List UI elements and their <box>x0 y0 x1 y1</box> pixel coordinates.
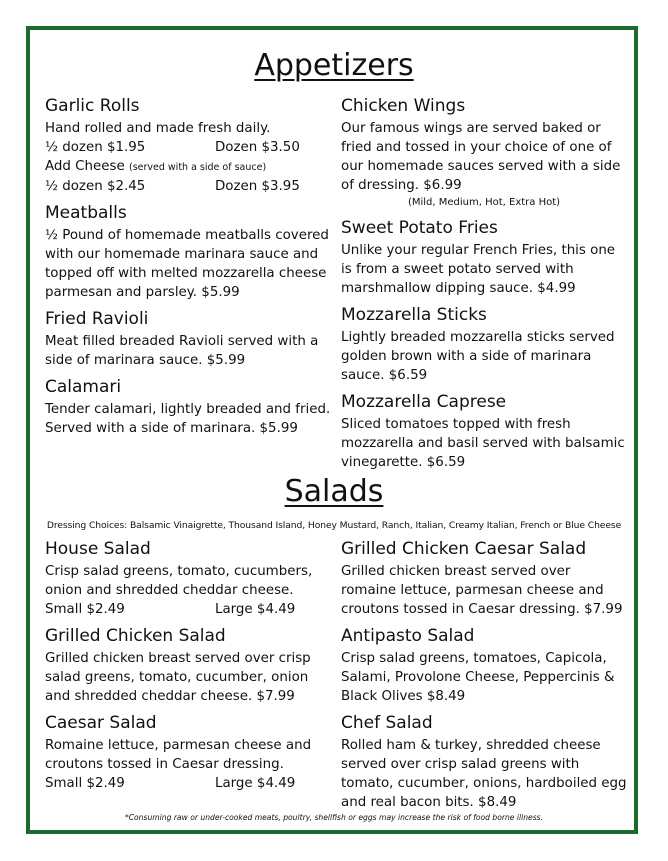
price-large: Large $4.49 <box>215 776 296 791</box>
item-desc: Unlike your regular French Fries, this one is from a sweet potato served with marshmallow dipping sauce. $4.99 <box>341 243 616 296</box>
price-row <box>45 138 331 157</box>
item-name: Chef Salad <box>341 713 433 733</box>
item-desc: Crisp salad greens, tomatoes, Capicola, Salami, Provolone Cheese, Peppercinis & Black Olives $8.49 <box>341 651 615 704</box>
item-name: Mozzarella Sticks <box>341 305 487 325</box>
item-desc: Tender calamari, lightly breaded and fried. Served with a side of marinara. $5.99 <box>45 402 331 436</box>
menu-item-caesar-salad <box>45 712 331 793</box>
menu-item-grilled-chicken-salad <box>45 625 331 706</box>
cheese-price-half: ½ dozen $2.45 <box>45 179 146 194</box>
item-name: Antipasto Salad <box>341 626 475 646</box>
cheese-price-row <box>45 177 331 196</box>
menu-item-chef-salad <box>341 712 627 812</box>
price-half: ½ dozen $1.95 <box>45 140 146 155</box>
appetizers-left-column <box>45 95 331 444</box>
menu-item-fried-ravioli <box>45 308 331 370</box>
item-name: Grilled Chicken Salad <box>45 626 226 646</box>
price-row <box>45 600 331 619</box>
price-row <box>45 774 331 793</box>
menu-item-meatballs <box>45 202 331 302</box>
price-dozen: Dozen $3.50 <box>215 140 300 155</box>
item-desc: Sliced tomatoes topped with fresh mozzarella and basil served with balsamic vinegarette. $6.59 <box>341 417 625 470</box>
dressing-choices: Dressing Choices: Balsamic Vinaigrette, Thousand Island, Honey Mustard, Ranch, Italian, Creamy Italian, French or Blue Cheese <box>46 520 622 531</box>
menu-item-antipasto-salad <box>341 625 627 706</box>
item-desc: Meat filled breaded Ravioli served with a side of marinara sauce. $5.99 <box>45 334 319 368</box>
salads-title: Salads <box>284 474 384 509</box>
item-desc: Lightly breaded mozzarella sticks served golden brown with a side of marinara sauce. $6.59 <box>341 330 615 383</box>
item-desc: Rolled ham & turkey, shredded cheese served over crisp salad greens with tomato, cucumber, onions, hardboiled egg and real bacon bits. $8.49 <box>341 738 627 810</box>
item-name: Mozzarella Caprese <box>341 392 507 412</box>
item-name: Calamari <box>45 377 122 397</box>
appetizers-title: Appetizers <box>254 48 414 83</box>
menu-item-calamari <box>45 376 331 438</box>
sauce-options: (Mild, Medium, Hot, Extra Hot) <box>407 197 561 208</box>
item-name: Garlic Rolls <box>45 96 140 116</box>
item-desc: Our famous wings are served baked or fried and tossed in your choice of one of our homemade sauces served with a side of dressing. $6.99 <box>341 121 621 193</box>
appetizers-right-column <box>341 95 627 478</box>
item-desc: Crisp salad greens, tomato, cucumbers, onion and shredded cheddar cheese. <box>45 564 313 598</box>
menu-item-garlic-rolls <box>45 95 331 196</box>
menu-item-chicken-wings <box>341 95 627 211</box>
menu-item-sweet-potato-fries <box>341 217 627 298</box>
food-safety-footnote: *Consuming raw or under-cooked meats, poultry, shellfish or eggs may increase the risk of food borne illness. <box>124 813 544 822</box>
item-name: Fried Ravioli <box>45 309 149 329</box>
add-cheese-line <box>45 157 331 177</box>
item-desc: Grilled chicken breast served over romaine lettuce, parmesan cheese and croutons tossed in Caesar dressing. $7.99 <box>341 564 623 617</box>
menu-item-house-salad <box>45 538 331 619</box>
item-name: Caesar Salad <box>45 713 157 733</box>
item-name: Meatballs <box>45 203 127 223</box>
menu-item-grilled-chicken-caesar <box>341 538 627 619</box>
salads-right-column <box>341 538 627 818</box>
price-small: Small $2.49 <box>45 602 125 617</box>
item-name: Grilled Chicken Caesar Salad <box>341 539 587 559</box>
add-cheese: Add Cheese <box>45 159 125 174</box>
price-large: Large $4.49 <box>215 602 296 617</box>
item-name: Sweet Potato Fries <box>341 218 498 238</box>
price-small: Small $2.49 <box>45 776 125 791</box>
menu-item-mozzarella-sticks <box>341 304 627 385</box>
menu-item-mozzarella-caprese <box>341 391 627 472</box>
item-desc: ½ Pound of homemade meatballs covered with our homemade marinara sauce and topped off with melted mozzarella cheese parmesan and parsley. $5.99 <box>45 228 329 300</box>
item-name: House Salad <box>45 539 151 559</box>
item-name: Chicken Wings <box>341 96 466 116</box>
item-desc: Hand rolled and made fresh daily. <box>45 121 271 136</box>
salads-left-column <box>45 538 331 799</box>
item-desc: Romaine lettuce, parmesan cheese and croutons tossed in Caesar dressing. <box>45 738 312 772</box>
item-desc: Grilled chicken breast served over crisp salad greens, tomato, cucumber, onion and shredded cheddar cheese. $7.99 <box>45 651 311 704</box>
add-cheese-note: (served with a side of sauce) <box>128 162 267 173</box>
cheese-price-dozen: Dozen $3.95 <box>215 179 300 194</box>
